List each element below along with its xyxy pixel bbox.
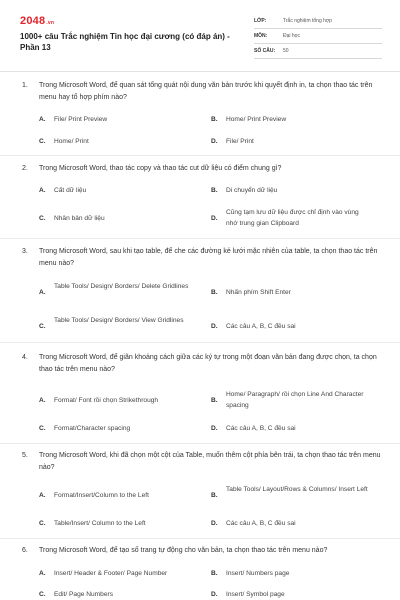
logo-suffix: .vn [46,20,55,26]
question-number: 5. [22,452,28,459]
question-4-option-b[interactable] [211,389,371,411]
meta-row-subject [254,29,382,44]
option-text: Các câu A, B, C đều sai [226,425,296,432]
meta-key: MÔN: [254,33,268,39]
option-letter: B. [211,492,218,499]
question-4-option-d[interactable] [211,423,386,434]
option-text: Format/ Font rồi chọn Strikethrough [54,397,159,404]
question-6-option-d[interactable] [211,589,386,600]
option-text: Table Tools/ Layout/Rows & Columns/ Insert Left [226,486,368,493]
option-text: Insert/ Header & Footer/ Page Number [54,570,168,577]
option-text: Di chuyển dữ liệu [226,187,278,194]
question-divider [0,443,400,444]
question-3-option-a[interactable] [39,281,199,296]
meta-value: Trắc nghiệm tổng hợp [283,18,332,24]
option-letter: C. [39,520,46,527]
question-4-text [22,352,384,375]
question-divider [0,155,400,156]
question-prompt: Trong Microsoft Word, để tạo số trang tự động cho văn bản, ta chọn thao tác trên menu nào? [39,547,328,554]
option-letter: A. [39,492,46,499]
option-letter: A. [39,116,46,123]
question-6-option-a[interactable] [39,568,204,579]
option-letter: D. [211,323,218,330]
option-letter: D. [211,425,218,432]
meta-row-class [254,14,382,29]
option-text: Home/ Print [54,138,89,145]
option-letter: B. [211,397,218,404]
question-1-text [22,80,384,103]
meta-value: Đại học [283,33,300,39]
option-letter: B. [211,289,218,296]
option-letter: B. [211,116,218,123]
question-prompt: Trong Microsoft Word, để quan sát tổng quát nội dung văn bản trước khi quyết định in, ta chọn thao tác trên menu hay tổ hợp phím nào? [39,82,373,101]
option-letter: D. [211,520,218,527]
option-letter: C. [39,591,46,598]
question-1-option-b[interactable] [211,114,386,125]
meta-row-count [254,44,382,59]
question-2-text [22,163,384,175]
question-prompt: Trong Microsoft Word, thao tác copy và thao tác cut dữ liệu có điểm chung gì? [39,165,282,172]
option-letter: C. [39,323,46,330]
option-letter: B. [211,187,218,194]
question-3-option-d[interactable] [211,321,386,332]
option-text: Insert/ Symbol page [226,591,285,598]
option-text: File/ Print Preview [54,116,108,123]
option-text: Home/ Paragraph/ rồi chọn Line And Character spacing [226,391,364,409]
question-number: 1. [22,82,28,89]
option-text: File/ Print [226,138,254,145]
option-text: Nhấn phím Shift Enter [226,289,291,296]
document-title: 1000+ câu Trắc nghiệm Tin học đại cương (có đáp án) - Phần 13 [20,32,230,52]
question-1-option-c[interactable] [39,136,204,147]
question-5-text [22,450,384,473]
question-3-option-c[interactable] [39,315,199,330]
question-5-option-a[interactable] [39,490,204,501]
option-letter: B. [211,570,218,577]
question-5-option-c[interactable] [39,518,204,529]
option-text: Nhân bản dữ liệu [54,215,105,222]
option-text: Format/Character spacing [54,425,131,432]
document-header [0,0,400,66]
site-logo[interactable] [20,15,54,27]
question-number: 6. [22,547,28,554]
question-5-option-b[interactable] [211,484,371,499]
option-letter: A. [39,397,46,404]
question-1-option-d[interactable] [211,136,386,147]
option-text: Cũng tạm lưu dữ liệu được chỉ định vào vùng nhớ trung gian Clipboard [226,209,359,227]
question-3-text [22,246,384,269]
question-divider [0,342,400,343]
logo-main: 2048 [20,15,46,27]
question-number: 4. [22,354,28,361]
header-divider [0,71,400,72]
option-text: Edit/ Page Numbers [54,591,114,598]
option-letter: A. [39,187,46,194]
option-text: Table/Insert/ Column to the Left [54,520,146,527]
meta-value: 50 [283,48,289,54]
question-2-option-c[interactable] [39,213,204,224]
option-text: Table Tools/ Design/ Borders/ View Gridlines [54,317,184,324]
option-text: Các câu A, B, C đều sai [226,323,296,330]
question-2-option-a[interactable] [39,185,204,196]
question-2-option-b[interactable] [211,185,386,196]
meta-key: LỚP: [254,18,267,24]
meta-key: SỐ CÂU: [254,48,276,54]
option-letter: C. [39,425,46,432]
question-divider [0,538,400,539]
question-3-option-b[interactable] [211,287,386,298]
question-prompt: Trong Microsoft Word, sau khi tạo table, để che các đường kẻ lưới mặc nhiên của table, ta chọn thao tác trên menu nào? [39,248,378,267]
question-6-text [22,545,384,557]
question-number: 2. [22,165,28,172]
option-text: Cất dữ liệu [54,187,87,194]
question-6-option-b[interactable] [211,568,386,579]
option-text: Table Tools/ Design/ Borders/ Delete Gridlines [54,283,189,290]
question-4-option-c[interactable] [39,423,204,434]
option-text: Insert/ Numbers page [226,570,290,577]
option-letter: C. [39,215,46,222]
question-prompt: Trong Microsoft Word, để giãn khoảng cách giữa các ký tự trong một đoạn văn bản đang được chọn, ta chọn thao tác trên menu nào? [39,354,377,373]
option-letter: A. [39,289,46,296]
question-prompt: Trong Microsoft Word, khi đã chọn một cột của Table, muốn thêm cột phía bên trái, ta chọn thao tác trên menu nào? [39,452,381,471]
option-text: Home/ Print Preview [226,116,287,123]
question-number: 3. [22,248,28,255]
option-letter: D. [211,591,218,598]
question-2-option-d[interactable] [211,207,371,229]
option-letter: C. [39,138,46,145]
question-6-option-c[interactable] [39,589,204,600]
option-letter: D. [211,138,218,145]
option-text: Các câu A, B, C đều sai [226,520,296,527]
question-5-option-d[interactable] [211,518,386,529]
option-letter: D. [211,215,218,222]
question-1-option-a[interactable] [39,114,204,125]
meta-table [254,14,382,59]
option-letter: A. [39,570,46,577]
option-text: Format/Insert/Column to the Left [54,492,149,499]
question-divider [0,238,400,239]
question-4-option-a[interactable] [39,395,204,406]
